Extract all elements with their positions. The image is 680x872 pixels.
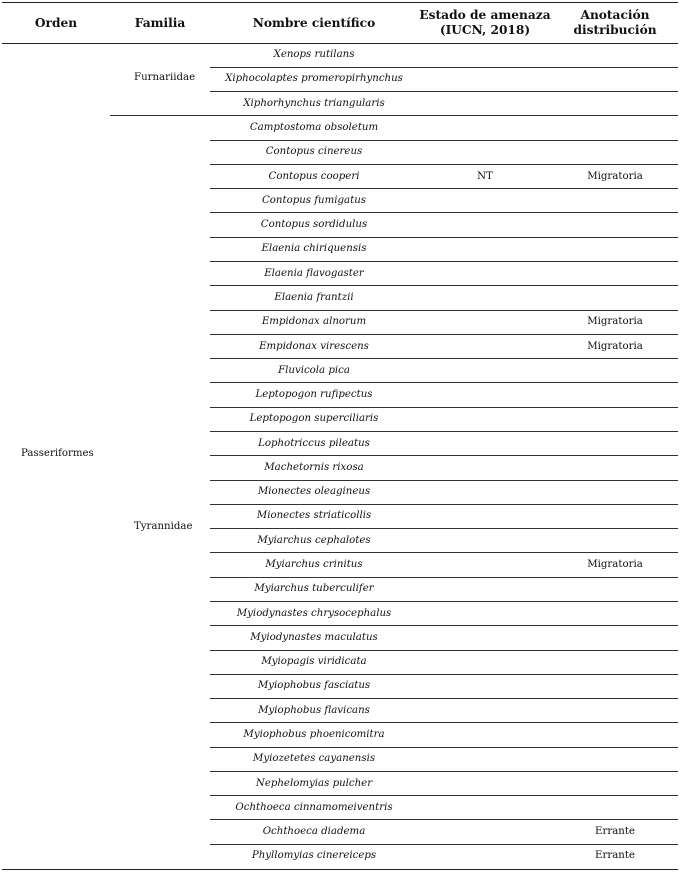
- species-name: Ochthoeca cinnamomeiventris: [235, 801, 393, 813]
- table-row: [2, 552, 678, 576]
- table-row: [2, 285, 678, 309]
- species-name: Myiophobus fasciatus: [257, 680, 371, 692]
- table-row: [2, 237, 678, 261]
- species-name: Camptostoma obsoletum: [249, 121, 379, 133]
- family-divider: [110, 115, 210, 116]
- table-row: [2, 382, 678, 406]
- species-name: Myiarchus tuberculifer: [254, 583, 374, 595]
- table-row: [2, 771, 678, 795]
- species-name: Elaenia frantzii: [274, 291, 354, 303]
- table-row: [2, 577, 678, 601]
- table-row: [2, 91, 678, 115]
- species-name: Elaenia flavogaster: [264, 267, 364, 279]
- species-name: Machetornis rixosa: [264, 461, 364, 473]
- species-name: Myiarchus cephalotes: [257, 534, 371, 546]
- table-bottom-rule: [2, 869, 678, 870]
- table-row: [2, 698, 678, 722]
- species-name: Ochthoeca diadema: [262, 826, 366, 838]
- header-anotacion-distribucion: Anotación distribución: [573, 8, 657, 37]
- table-row: [2, 844, 678, 868]
- species-name: Mionectes striaticollis: [256, 510, 372, 522]
- table-row: [2, 407, 678, 431]
- species-name: Contopus sordidulus: [260, 219, 368, 231]
- family-label: Furnariidae: [134, 71, 196, 83]
- species-name: Xiphorhynchus triangularis: [243, 97, 385, 109]
- header-orden: Orden: [34, 15, 78, 30]
- species-name: Contopus cooperi: [268, 170, 360, 182]
- species-name: Phyllomyias cinereiceps: [251, 850, 377, 862]
- table-row: [2, 67, 678, 91]
- species-name: Leptopogon rufipectus: [255, 389, 373, 401]
- species-name: Elaenia chiriquensis: [261, 243, 367, 255]
- species-name: Myiopagis viridicata: [261, 656, 367, 668]
- species-name: Myiozetetes cayanensis: [252, 753, 376, 765]
- distribution-note: Migratoria: [587, 316, 643, 328]
- species-name: Leptopogon superciliaris: [249, 413, 379, 425]
- distribution-note: Migratoria: [587, 559, 643, 571]
- table-row: [2, 795, 678, 819]
- table-row: [2, 504, 678, 528]
- species-name: Xiphocolaptes promeropirhynchus: [225, 73, 403, 85]
- table-row: [2, 261, 678, 285]
- species-name: Mionectes oleagineus: [257, 486, 371, 498]
- species-name: Empidonax virescens: [259, 340, 369, 352]
- species-name: Myiodynastes maculatus: [250, 631, 378, 643]
- species-name: Fluvicola pica: [278, 364, 350, 376]
- orden-label: Passeriformes: [21, 448, 94, 460]
- table-row: [2, 140, 678, 164]
- table-row: [2, 188, 678, 212]
- species-name: Myiarchus crinitus: [265, 559, 363, 571]
- table-row: [2, 480, 678, 504]
- species-name: Empidonax alnorum: [261, 316, 367, 328]
- header-estado-amenaza: Estado de amenaza (IUCN, 2018): [419, 8, 551, 37]
- table-row: [2, 43, 678, 67]
- table-row: [2, 674, 678, 698]
- species-name: Contopus cinereus: [265, 146, 363, 158]
- species-name: Myiodynastes chrysocephalus: [236, 607, 392, 619]
- table-row: [2, 334, 678, 358]
- species-name: Xenops rutilans: [273, 49, 355, 61]
- header-familia: Familia: [134, 15, 186, 30]
- species-name: Myiophobus phoenicomitra: [243, 728, 385, 740]
- table-row: [2, 625, 678, 649]
- header-nombre-cientifico: Nombre científico: [252, 15, 376, 30]
- distribution-note: Migratoria: [587, 170, 643, 182]
- table-row: [2, 431, 678, 455]
- threat-status: NT: [477, 170, 493, 182]
- table-row: [2, 722, 678, 746]
- table-row: [2, 819, 678, 843]
- table-row: [2, 601, 678, 625]
- family-label: Tyrannidae: [134, 520, 193, 532]
- distribution-note: Errante: [595, 826, 635, 838]
- table-row: [2, 164, 678, 188]
- table-row: [2, 455, 678, 479]
- distribution-note: Errante: [595, 850, 635, 862]
- table-row: [2, 358, 678, 382]
- table-row: [2, 212, 678, 236]
- species-name: Lophotriccus pileatus: [258, 437, 370, 449]
- table-header: [2, 2, 678, 44]
- table-row: [2, 747, 678, 771]
- table-row: [2, 528, 678, 552]
- species-name: Contopus fumigatus: [262, 194, 366, 206]
- table-row: [2, 650, 678, 674]
- distribution-note: Migratoria: [587, 340, 643, 352]
- species-name: Nephelomyias pulcher: [255, 777, 373, 789]
- table-row: [2, 310, 678, 334]
- species-name: Myiophobus flavicans: [258, 704, 370, 716]
- table-row: [2, 115, 678, 139]
